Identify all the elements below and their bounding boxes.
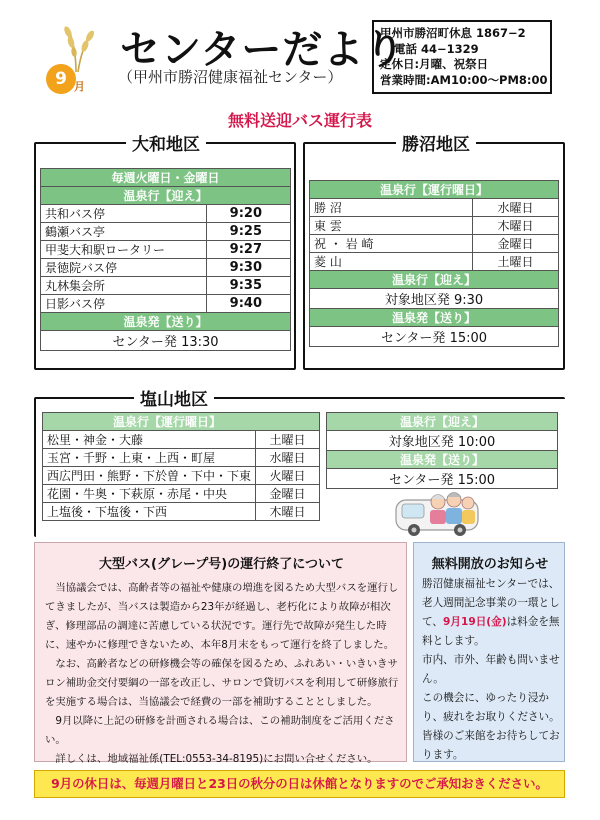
free-notice-paragraph: 皆様のご来館をお待ちしております。 — [422, 730, 560, 761]
area-name: 菱 山 — [310, 253, 473, 271]
enzan-pickup-time: 対象地区発 10:00 — [327, 431, 558, 451]
area-name: 祝 ・ 岩 崎 — [310, 235, 473, 253]
bus-notice-body — [45, 579, 401, 769]
operating-day: 水曜日 — [256, 449, 320, 467]
free-notice-paragraph — [422, 575, 562, 651]
free-admission-notice — [413, 542, 565, 762]
katsunuma-return-time: センター発 15:00 — [310, 327, 559, 347]
bus-illustration — [392, 486, 482, 538]
stop-name: 鶴瀬バス亭 — [41, 223, 207, 241]
free-notice-title: 無料開放のお知らせ — [431, 557, 549, 572]
operating-day: 木曜日 — [473, 217, 559, 235]
enzan-days-header: 温泉行【運行曜日】 — [43, 413, 320, 431]
month-suffix: 月 — [74, 80, 85, 93]
yamato-return-time: センター発 13:30 — [41, 331, 291, 351]
stop-time: 9:40 — [206, 295, 290, 313]
operating-day: 土曜日 — [473, 253, 559, 271]
free-notice-text: 勝沼健康福祉センターでは、老人週間記念事業の一環として、 — [422, 578, 560, 628]
yamato-pickup-header: 温泉行【迎え】 — [41, 187, 291, 205]
table-row — [43, 431, 320, 449]
stop-time: 9:35 — [206, 277, 290, 295]
yamato-days: 毎週火曜日・金曜日 — [41, 169, 291, 187]
operating-day: 水曜日 — [473, 199, 559, 217]
area-name: 松里・神金・大藤 — [43, 431, 256, 449]
free-notice-body — [422, 575, 562, 765]
katsunuma-pickup-time: 対象地区発 9:30 — [310, 289, 559, 309]
stop-time: 9:30 — [206, 259, 290, 277]
area-name: 玉宮・千野・上東・上西・町屋 — [43, 449, 256, 467]
free-notice-paragraph: この機会に、ゆったり浸かり、疲れをお取りください。 — [422, 692, 560, 723]
katsunuma-days-header: 温泉行【運行曜日】 — [310, 181, 559, 199]
operating-day: 木曜日 — [256, 503, 320, 521]
facility-address: 甲州市勝沼町休息 1867−2 — [380, 26, 526, 40]
enzan-times-table — [326, 412, 558, 489]
enzan-days-table — [42, 412, 320, 521]
month-badge: 9 — [46, 64, 76, 94]
stop-time: 9:25 — [206, 223, 290, 241]
table-row — [43, 485, 320, 503]
table-row — [41, 277, 291, 295]
holiday-closing-notice: 9月の休日は、毎週月曜日と23日の秋分の日は休館となりますのでご承知おきください。 — [34, 770, 565, 798]
free-notice-paragraph: 市内、市外、年齢も問いません。 — [422, 654, 560, 685]
bus-notice-paragraph: 詳しくは、地域福祉係(TEL:0553-34-8195)にお問い合せください。 — [45, 753, 378, 765]
katsunuma-return-header: 温泉発【送り】 — [310, 309, 559, 327]
bus-notice-paragraph: なお、高齢者などの研修機会等の確保を図るため、ふれあい・いきいきサロン補助金交付要綱の一部を改正し、サロンで貸切バスを利用して研修旅行を実施する場合は、当協議会で経費の一部を補助することとしました。 — [45, 658, 399, 708]
operating-day: 火曜日 — [256, 467, 320, 485]
table-row — [41, 241, 291, 259]
table-row — [43, 503, 320, 521]
area-name: 西広門田・熊野・下於曽・下中・下東 — [43, 467, 256, 485]
newsletter-logo — [44, 26, 104, 92]
stop-name: 共和バス停 — [41, 205, 207, 223]
area-name: 東 雲 — [310, 217, 473, 235]
stop-time: 9:27 — [206, 241, 290, 259]
bus-notice-title: 大型バス(グレープ号)の運行終了について — [99, 557, 344, 572]
table-row — [41, 223, 291, 241]
facility-phone: 電話 44−1329 — [394, 41, 479, 56]
area-name: 花園・牛奥・下萩原・赤尾・中央 — [43, 485, 256, 503]
table-row — [43, 467, 320, 485]
area-name: 勝 沼 — [310, 199, 473, 217]
page-title: センターだより — [120, 27, 406, 73]
facility-closed-days: 定休日:月曜、祝祭日 — [380, 57, 489, 71]
table-row — [43, 449, 320, 467]
stop-name: 丸林集会所 — [41, 277, 207, 295]
yamato-return-header: 温泉発【送り】 — [41, 313, 291, 331]
bus-schedule-title: 無料送迎バス運行表 — [227, 111, 372, 130]
page-subtitle: （甲州市勝沼健康福祉センター） — [118, 68, 343, 86]
katsunuma-area-label: 勝沼地区 — [396, 130, 476, 155]
table-row — [41, 295, 291, 313]
enzan-return-header: 温泉発【送り】 — [327, 451, 558, 469]
stop-name: 甲斐大和駅ロータリー — [41, 241, 207, 259]
facility-hours: 営業時間:AM10:00〜PM8:00 — [380, 72, 548, 87]
stop-time: 9:20 — [206, 205, 290, 223]
operating-day: 金曜日 — [473, 235, 559, 253]
operating-day: 金曜日 — [256, 485, 320, 503]
enzan-pickup-header: 温泉行【迎え】 — [327, 413, 558, 431]
table-row — [310, 199, 559, 217]
enzan-area-label: 塩山地区 — [134, 385, 214, 410]
table-row — [310, 235, 559, 253]
katsunuma-schedule-table — [309, 180, 559, 347]
free-notice-text: は料金を無料とします。 — [422, 616, 560, 647]
bus-service-end-notice — [34, 542, 407, 765]
facility-info-box — [372, 20, 552, 94]
area-name: 上塩後・下塩後・下西 — [43, 503, 256, 521]
table-row — [310, 253, 559, 271]
katsunuma-pickup-header: 温泉行【迎え】 — [310, 271, 559, 289]
yamato-schedule-table — [40, 168, 291, 351]
bus-notice-paragraph: 当協議会では、高齢者等の福祉や健康の増進を図るため大型バスを運行してきましたが、当バスは製造から23年が経過し、老朽化により故障が相次ぎ、修理部品の調達に苦慮している状況です。運行先で故障が発生した時に、速やかに修理できないため、本年8月末をもって運行を終了しました。 — [45, 582, 399, 651]
table-row — [41, 259, 291, 277]
yamato-area-label: 大和地区 — [126, 130, 206, 155]
bus-notice-paragraph: 9月以降に上記の研修を計画される場合は、この補助制度をご活用ください。 — [45, 715, 395, 746]
table-row — [41, 205, 291, 223]
enzan-return-time: センター発 15:00 — [327, 469, 558, 489]
stop-name: 景徳院バス停 — [41, 259, 207, 277]
stop-name: 日影バス停 — [41, 295, 207, 313]
free-day-highlight: 9月19日(金) — [442, 616, 507, 628]
operating-day: 土曜日 — [256, 431, 320, 449]
table-row — [310, 217, 559, 235]
